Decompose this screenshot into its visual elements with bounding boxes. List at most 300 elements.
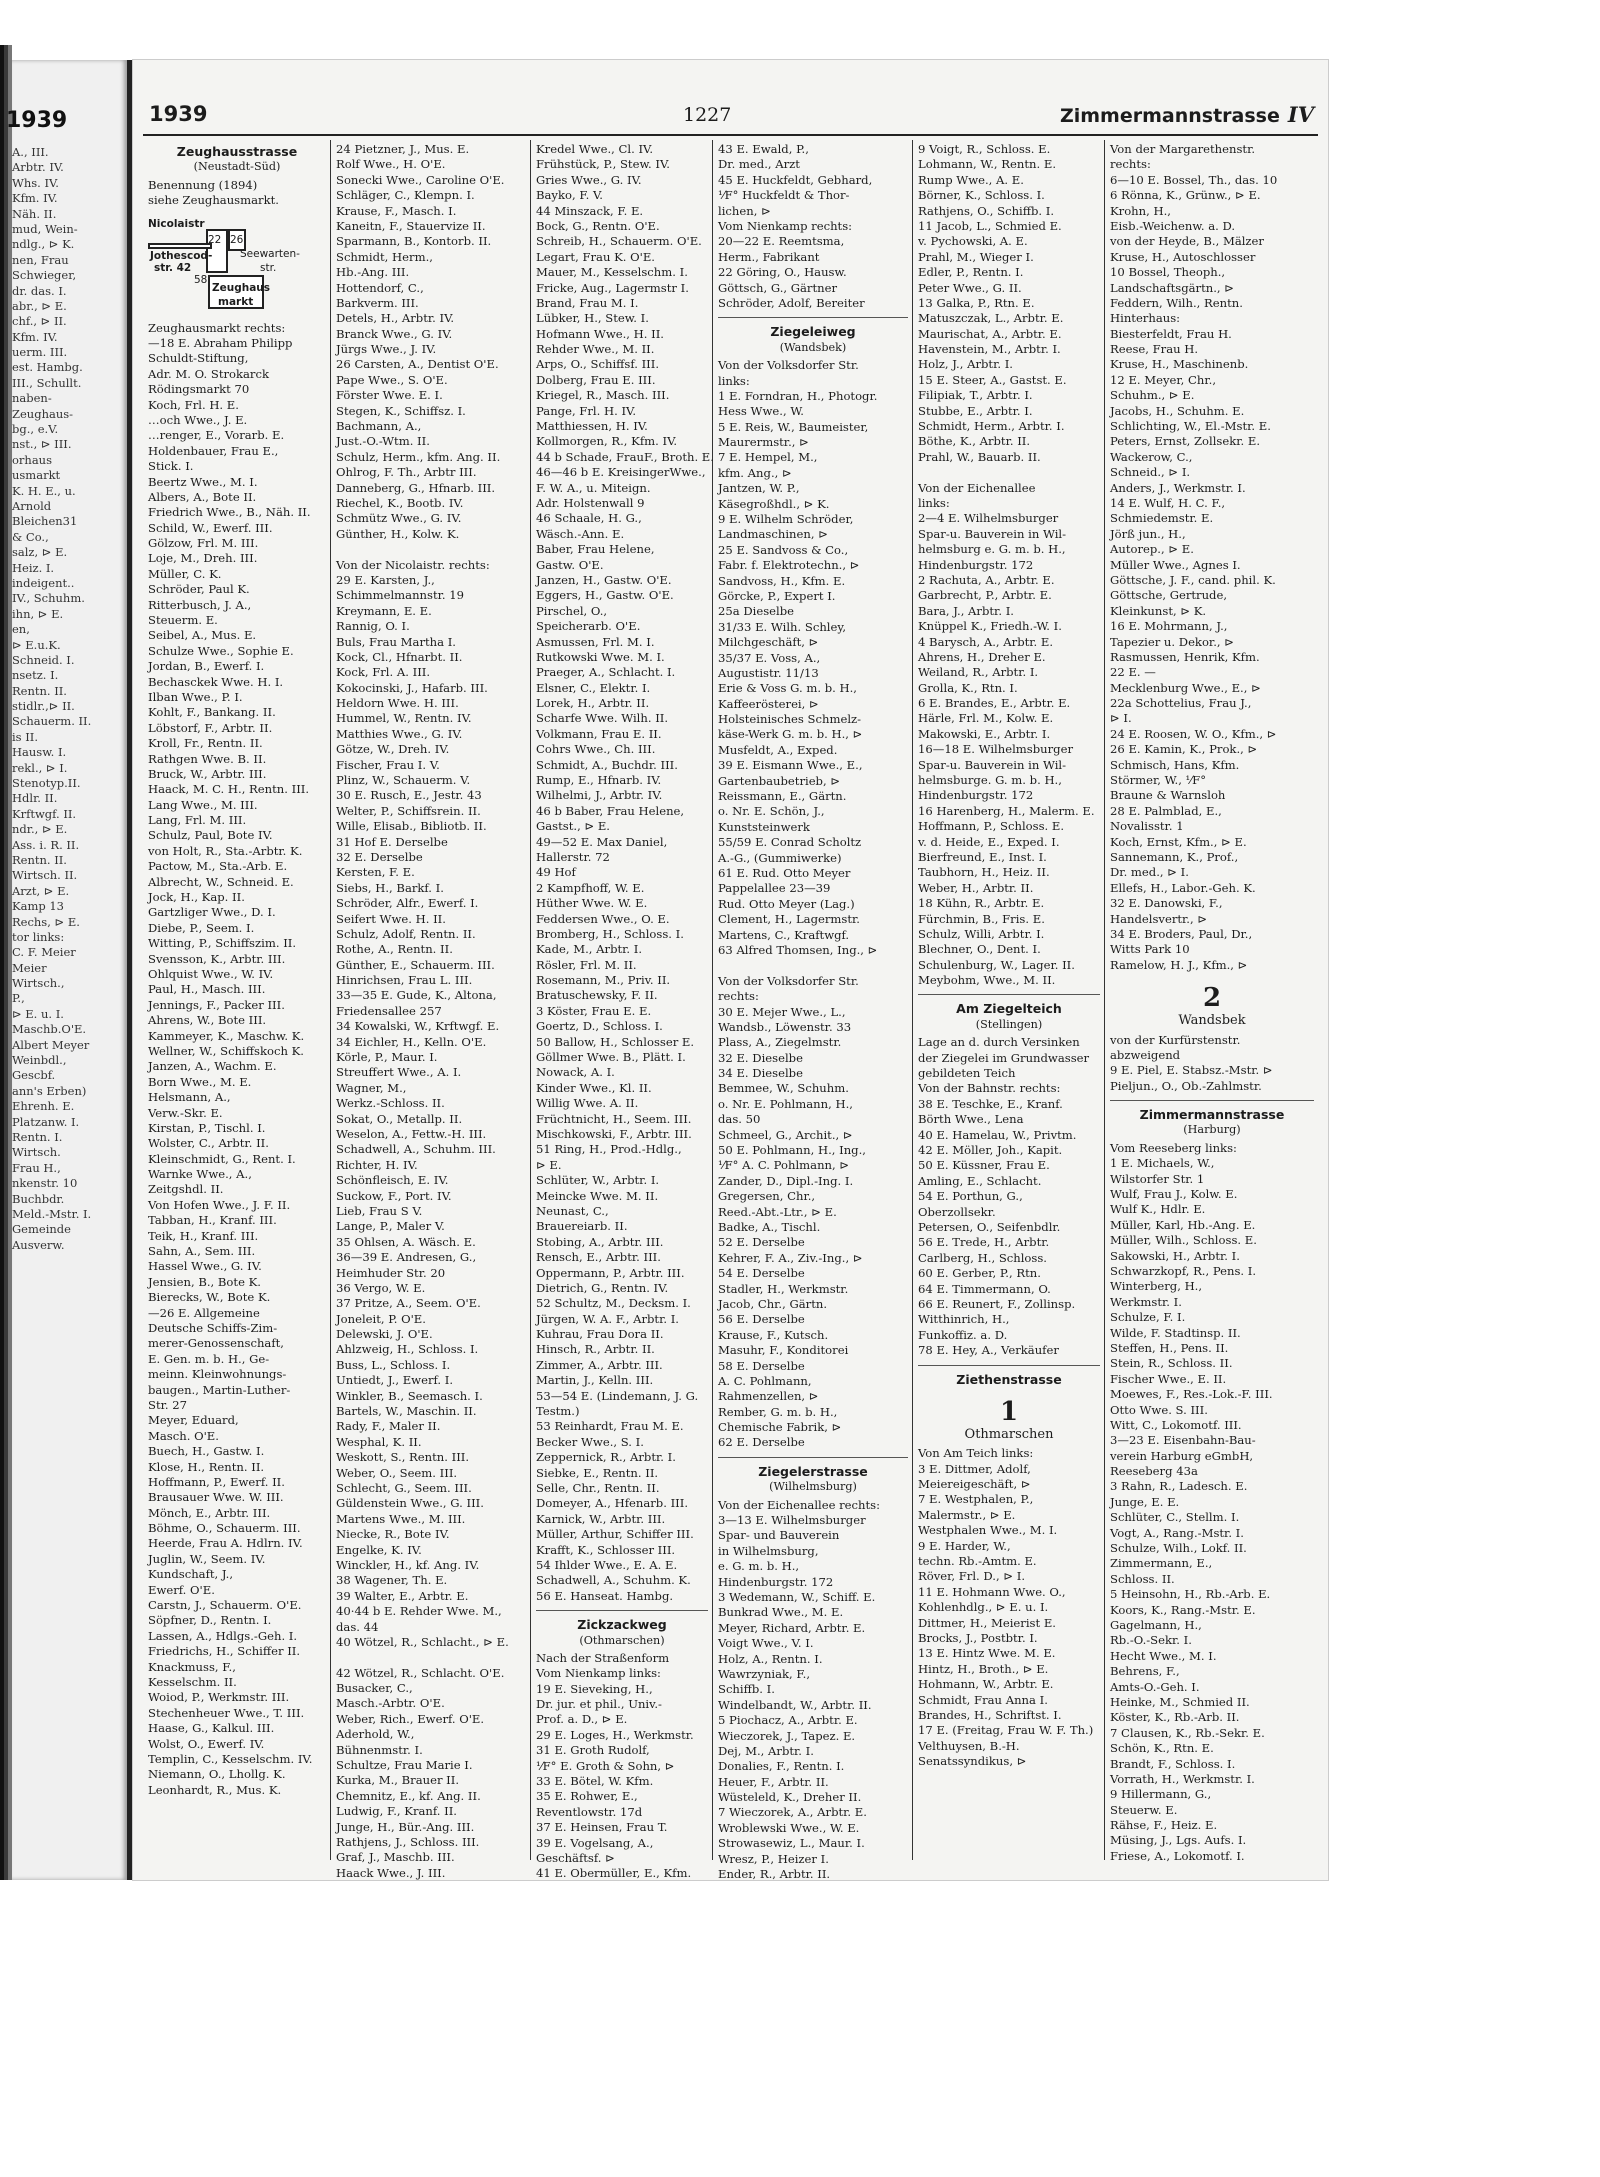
directory-entry: Meyer, Richard, Arbtr. E. xyxy=(718,1620,866,1635)
directory-entry: Seibel, A., Mus. E. xyxy=(148,628,257,643)
directory-entry: Stechenheuer Wwe., T. III. xyxy=(148,1705,305,1720)
directory-entry: Söpfner, D., Rentn. I. xyxy=(148,1613,272,1628)
directory-entry: Pange, Frl. H. IV. xyxy=(536,403,637,418)
directory-entry: 63 Alfred Thomsen, Ing., ⊳ xyxy=(718,942,878,957)
directory-entry: 9 Voigt, R., Schloss. E. xyxy=(918,142,1051,156)
directory-entry: ⊳ I. xyxy=(1110,711,1132,726)
directory-entry: Peter Wwe., G. II. xyxy=(918,280,1022,295)
directory-entry: Teik, H., Kranf. III. xyxy=(148,1228,259,1243)
directory-entry: Schulz, Herm., kfm. Ang. II. xyxy=(336,449,501,464)
directory-entry: 12 E. Meyer, Chr., xyxy=(1110,372,1217,387)
directory-entry: Ludwig, F., Kranf. II. xyxy=(336,1804,457,1819)
directory-entry: Zeppernick, R., Arbtr. I. xyxy=(536,1450,676,1465)
directory-entry: …renger, E., Vorarb. E. xyxy=(148,428,285,443)
directory-entry: Otto Wwe. S. III. xyxy=(1110,1402,1208,1417)
directory-entry: Engelke, K. IV. xyxy=(336,1542,422,1557)
directory-entry: Pirschel, O., xyxy=(536,603,608,618)
directory-entry: Wroblewski Wwe., W. E. xyxy=(718,1820,860,1835)
directory-entry xyxy=(718,958,908,973)
previous-page-line: Whs. IV. xyxy=(12,175,59,190)
directory-entry: Sandvoss, H., Kfm. E. xyxy=(718,573,846,588)
directory-entry: Barkverm. III. xyxy=(336,295,419,310)
directory-entry: Hoffmann, P., Schloss. E. xyxy=(918,819,1065,834)
directory-entry: 18 Kühn, R., Arbtr. E. xyxy=(918,896,1045,911)
previous-page-line: Wirtsch. II. xyxy=(12,868,78,883)
directory-entry: Göttsche, J. F., cand. phil. K. xyxy=(1110,572,1276,587)
volume-number: IV xyxy=(1287,102,1314,127)
directory-entry: Lassen, A., Hdlgs.-Geh. I. xyxy=(148,1628,298,1643)
directory-entry: Kruse, H., Autoschlosser xyxy=(1110,249,1256,264)
directory-entry: 55/59 E. Conrad Scholtz xyxy=(718,835,862,850)
directory-entry xyxy=(918,465,1100,480)
directory-entry: Schulz, Willi, Arbtr. I. xyxy=(918,926,1045,941)
directory-entry: Förster Wwe. E. I. xyxy=(336,388,443,403)
previous-page-line: Kamp 13 xyxy=(12,899,65,914)
directory-entry: 39 E. Vogelsang, A., xyxy=(536,1835,654,1850)
directory-entry: 7 E. Westphalen, P., xyxy=(918,1492,1034,1507)
directory-entry: Rolf Wwe., H. O'E. xyxy=(336,157,446,172)
directory-entry: 58 E. Derselbe xyxy=(718,1358,805,1373)
directory-entry: Handelsvertr., ⊳ xyxy=(1110,911,1208,926)
directory-entry: 35 Ohlsen, A. Wäsch. E. xyxy=(336,1234,476,1249)
previous-page-line: Rentn. I. xyxy=(12,1130,63,1144)
directory-entry: Amts-O.-Geh. I. xyxy=(1110,1679,1200,1694)
directory-entry: 32 E. Danowski, F., xyxy=(1110,896,1223,911)
previous-page-line: Stenotyp.II. xyxy=(12,776,81,791)
directory-entry: Meyer, Eduard, xyxy=(148,1413,239,1428)
directory-entry: Dolberg, Frau E. III. xyxy=(536,372,656,387)
directory-entry: Rensch, E., Arbtr. III. xyxy=(536,1250,661,1265)
previous-page-line: Albert Meyer xyxy=(12,1037,90,1052)
directory-entry: Bierfreund, E., Inst. I. xyxy=(918,849,1047,864)
directory-entry: Schröder, Paul K. xyxy=(148,582,250,597)
directory-entry: Martin, J., Kelln. III. xyxy=(536,1373,654,1388)
directory-entry: Willig Wwe. A. II. xyxy=(536,1096,639,1111)
directory-entry: Schlüter, C., Stellm. I. xyxy=(1110,1510,1240,1525)
directory-entry: Str. 27 xyxy=(148,1397,187,1412)
directory-entry: Carstn, J., Schauerm. O'E. xyxy=(148,1598,302,1613)
directory-entry: Steffen, H., Pens. II. xyxy=(1110,1340,1229,1355)
directory-entry: Fürchmin, B., Fris. E. xyxy=(918,911,1045,926)
directory-entry: Lang, Frl. M. III. xyxy=(148,813,247,828)
directory-entry: Heldorn Wwe. H. III. xyxy=(336,696,459,711)
directory-entry: 30 E. Rusch, E., Jestr. 43 xyxy=(336,788,482,803)
directory-entry: Rothe, A., Rentn. II. xyxy=(336,942,453,957)
directory-entry: 61 E. Rud. Otto Meyer xyxy=(718,866,851,880)
directory-entry: Hüther Wwe. W. E. xyxy=(536,896,648,911)
previous-page-line: Zeughaus- xyxy=(12,406,74,421)
previous-page-line: Arbtr. IV. xyxy=(12,160,64,175)
directory-entry: techn. Rb.-Amtm. E. xyxy=(918,1554,1037,1569)
directory-entry: ⅟F° Huckfeldt & Thor- xyxy=(718,188,850,203)
previous-page-line: Kfm. IV. xyxy=(12,329,58,344)
directory-entry: Matthies Wwe., G. IV. xyxy=(336,726,463,741)
directory-entry: Tabban, H., Kranf. III. xyxy=(148,1213,277,1228)
directory-entry: 3—13 E. Wilhelmsburger xyxy=(718,1513,866,1528)
directory-entry: Wresz, P., Heizer I. xyxy=(718,1851,829,1866)
directory-entry: 17 E. (Freitag, Frau W. F. Th.) xyxy=(918,1723,1094,1738)
directory-entry: 56 E. Derselbe xyxy=(718,1312,805,1327)
directory-entry: Friedrichs, H., Schiffer II. xyxy=(148,1644,301,1659)
previous-page-line: chf., ⊳ II. xyxy=(12,314,67,329)
map-label: 26 xyxy=(230,233,244,246)
directory-entry: Geschäftsf. ⊳ xyxy=(536,1851,615,1865)
directory-entry: das. 44 xyxy=(336,1619,379,1634)
directory-entry: Zander, D., Dipl.-Ing. I. xyxy=(718,1173,854,1188)
directory-entry: Aderhold, W., xyxy=(336,1727,415,1742)
directory-entry: Oberzollsekr. xyxy=(918,1204,996,1219)
directory-entry: Gartzliger Wwe., D. I. xyxy=(148,905,276,920)
directory-entry: Gregersen, Chr., xyxy=(718,1189,816,1204)
directory-entry: Westphalen Wwe., M. I. xyxy=(918,1523,1058,1538)
previous-page-line: ndlg., ⊳ K. xyxy=(12,237,75,252)
directory-entry: Janzen, H., Gastw. O'E. xyxy=(536,572,672,587)
directory-entry: das. 50 xyxy=(718,1112,761,1127)
directory-entry: Rathgen Wwe. B. II. xyxy=(148,751,267,766)
directory-entry: Fischer, Frau I. V. xyxy=(336,757,440,772)
directory-entry: Sahn, A., Sem. III. xyxy=(148,1244,256,1259)
previous-page-line: salz, ⊳ E. xyxy=(12,545,68,560)
directory-entry: 25a Dieselbe xyxy=(718,604,795,619)
previous-page-line: nen, Frau xyxy=(12,252,69,267)
directory-entry: Koch, Frl. H. E. xyxy=(148,397,239,412)
directory-entry: 52 E. Derselbe xyxy=(718,1235,805,1250)
directory-entry: Schimmelmannstr. 19 xyxy=(336,588,465,603)
directory-entry: Pieljun., O., Ob.-Zahlmstr. xyxy=(1110,1078,1262,1093)
previous-page-line: C. F. Meier xyxy=(12,945,76,960)
directory-entry: Rump Wwe., A. E. xyxy=(918,172,1024,187)
directory-entry: Just.-O.-Wtm. II. xyxy=(336,434,430,449)
previous-page-line: IV., Schuhm. xyxy=(12,591,85,606)
directory-entry: Krause, F., Kutsch. xyxy=(718,1327,829,1342)
directory-entry: Jacobs, H., Schuhm. E. xyxy=(1110,403,1245,418)
directory-entry: Koch, Ernst, Kfm., ⊳ E. xyxy=(1110,834,1247,849)
directory-entry: Hinsch, R., Arbtr. II. xyxy=(536,1342,655,1357)
directory-entry: Schneid., ⊳ I. xyxy=(1110,465,1191,480)
directory-entry: 49—52 E. Max Daniel, xyxy=(536,834,668,849)
district-subheading: (Harburg) xyxy=(1183,1123,1241,1137)
previous-page-line: Meier xyxy=(12,960,47,975)
directory-entry: Bühnenmstr. I. xyxy=(336,1742,423,1757)
page-year: 1939 xyxy=(149,102,208,126)
directory-entry: Paul, H., Masch. III. xyxy=(148,982,266,997)
street-heading: Ziethenstrasse xyxy=(918,1365,1100,1387)
directory-entry: Elsner, C., Elektr. I. xyxy=(536,680,651,695)
directory-entry: Pactow, M., Sta.-Arb. E. xyxy=(148,859,288,874)
directory-entry: Sannemann, K., Prof., xyxy=(1110,849,1239,864)
directory-entry: Schmidt, Frau Anna I. xyxy=(918,1692,1048,1707)
directory-entry: Dittmer, H., Meierist E. xyxy=(918,1615,1056,1630)
previous-page-line: Gemeinde xyxy=(12,1222,71,1237)
directory-entry xyxy=(336,542,526,557)
previous-page-line: Weinbdl., xyxy=(12,1053,67,1068)
column-3 xyxy=(531,140,714,1881)
directory-entry: Helsmann, A., xyxy=(148,1090,231,1105)
previous-page-line: abr., ⊳ E. xyxy=(12,298,67,313)
directory-entry: Schiffb. I. xyxy=(718,1682,775,1697)
directory-entry: 7 Wieczorek, A., Arbtr. E. xyxy=(718,1805,867,1820)
directory-entry: von Holt, R., Sta.-Arbtr. K. xyxy=(148,843,303,858)
directory-entry: Härle, Frl. M., Kolw. E. xyxy=(918,711,1054,726)
directory-entry: Asmussen, Frl. M. I. xyxy=(536,634,655,649)
directory-entry: 38 E. Teschke, E., Kranf. xyxy=(918,1096,1063,1111)
directory-entry: Schultze, Frau Marie I. xyxy=(336,1758,473,1773)
directory-entry: Lorek, H., Arbtr. II. xyxy=(536,696,650,711)
directory-entry: Steuerw. E. xyxy=(1110,1802,1178,1817)
directory-entry: Hohmann, W., Arbtr. E. xyxy=(918,1677,1054,1692)
directory-entry: Ahrens, W., Bote III. xyxy=(148,1013,267,1028)
directory-entry: Benennung (1894) xyxy=(148,177,258,192)
directory-entry: 37 Pritze, A., Seem. O'E. xyxy=(336,1296,481,1311)
directory-entry: A.-G., (Gummiwerke) xyxy=(718,850,842,865)
directory-entry: Stadler, H., Werkmstr. xyxy=(718,1281,849,1296)
directory-entry: Malermstr., ⊳ E. xyxy=(918,1507,1016,1522)
previous-page-line: Platzanw. I. xyxy=(12,1114,80,1129)
directory-entry: Testm.) xyxy=(536,1404,580,1419)
directory-entry: Eisb.-Weichenw. a. D. xyxy=(1110,218,1236,233)
directory-entry: Rosemann, M., Priv. II. xyxy=(536,973,671,988)
directory-entry: Welter, P., Schiffsrein. II. xyxy=(336,803,481,818)
directory-entry: Lübker, H., Stew. I. xyxy=(536,311,649,326)
directory-entry: Knackmuss, F., xyxy=(148,1659,236,1674)
directory-entry: Tapezier u. Dekor., ⊳ xyxy=(1110,634,1234,649)
directory-entry: Müller Wwe., Agnes I. xyxy=(1110,557,1241,572)
directory-entry: Ewerf. O'E. xyxy=(148,1582,215,1597)
directory-entry: Garbrecht, P., Arbtr. E. xyxy=(918,588,1052,603)
district-subheading: (Wandsbek) xyxy=(779,340,847,354)
directory-entry: Kaneitn, F., Stauervize II. xyxy=(336,218,486,233)
directory-entry: Müller, Wilh., Schloss. E. xyxy=(1110,1233,1257,1248)
directory-entry: Bechasckek Wwe. H. I. xyxy=(148,674,284,689)
directory-entry: 31/33 E. Wilh. Schley, xyxy=(718,619,847,634)
directory-entry: Krafft, K., Schlosser III. xyxy=(536,1542,676,1557)
directory-entry: Milchgeschäft, ⊳ xyxy=(718,635,819,650)
directory-entry: Bemmee, W., Schuhm. xyxy=(718,1081,849,1096)
directory-entry: Weber, O., Seem. III. xyxy=(336,1465,458,1480)
directory-entry: Velthuysen, B.-H. xyxy=(918,1738,1020,1753)
directory-entry: 9 E. Piel, E. Stabsz.-Mstr. ⊳ xyxy=(1110,1063,1273,1078)
directory-entry: Brandes, H., Schriftst. I. xyxy=(918,1707,1062,1722)
directory-entry: Junge, H., Bür.-Ang. III. xyxy=(336,1819,475,1834)
directory-entry: Wawrzyniak, F., xyxy=(718,1666,811,1681)
directory-entry: Müller, Arthur, Schiffer III. xyxy=(536,1527,694,1542)
directory-entry: 34 Kowalski, W., Krftwgf. E. xyxy=(336,1019,500,1034)
directory-entry: Autorep., ⊳ E. xyxy=(1110,542,1194,557)
directory-entry: 10 Bossel, Theoph., xyxy=(1110,265,1226,280)
directory-entry: Börner, K., Schloss. I. xyxy=(918,188,1045,203)
directory-entry: Sakowski, H., Arbtr. I. xyxy=(1110,1248,1240,1263)
directory-entry: Fricke, Aug., Lagermstr I. xyxy=(536,280,689,295)
district-subheading: (Othmarschen) xyxy=(579,1633,665,1647)
directory-entry: Göllmer Wwe. B., Plätt. I. xyxy=(536,1050,686,1065)
directory-entry: 16 Harenberg, H., Malerm. E. xyxy=(918,803,1095,818)
directory-entry: merer-Genossenschaft, xyxy=(148,1336,284,1351)
directory-entry: F. W. A., u. Miteign. xyxy=(536,480,651,495)
directory-entry: 9 E. Wilhelm Schröder, xyxy=(718,512,854,527)
directory-entry: Selle, Chr., Rentn. II. xyxy=(536,1480,660,1495)
directory-entry: Kade, M., Arbtr. I. xyxy=(536,942,643,957)
directory-entry: Wolst, O., Ewerf. IV. xyxy=(148,1736,265,1751)
directory-entry: Schloss. II. xyxy=(1110,1571,1175,1586)
previous-page-line: Arnold xyxy=(12,498,52,513)
directory-entry: Moewes, F., Res.-Lok.-F. III. xyxy=(1110,1387,1273,1402)
directory-entry: 11 Jacob, L., Schmied E. xyxy=(918,218,1062,233)
directory-entry: Heinke, M., Schmied II. xyxy=(1110,1694,1250,1709)
directory-entry: Leonhardt, R., Mus. K. xyxy=(148,1782,282,1797)
directory-entry: Böthe, K., Arbtr. II. xyxy=(918,434,1031,449)
previous-page-line: Kfm. IV. xyxy=(12,191,58,206)
directory-entry: Templin, C., Kesselschm. IV. xyxy=(148,1751,313,1766)
directory-entry: Augustistr. 11/13 xyxy=(718,665,819,680)
directory-entry: Behrens, F., xyxy=(1110,1664,1180,1679)
directory-entry: Wolster, C., Arbtr. II. xyxy=(148,1136,269,1151)
previous-page-line: nsetz. I. xyxy=(12,668,59,683)
directory-entry: Albrecht, W., Schneid. E. xyxy=(148,874,294,889)
directory-entry: Schulz, Adolf, Rentn. II. xyxy=(336,926,476,941)
directory-entry: Jennings, F., Packer III. xyxy=(148,997,285,1012)
directory-entry: käse-Werk G. m. b. H., ⊳ xyxy=(718,727,863,742)
directory-entry: Spar-u. Bauverein in Wil- xyxy=(918,526,1067,541)
directory-entry: Donalies, F., Rentn. I. xyxy=(718,1759,845,1774)
directory-entry: Meybohm, Wwe., M. II. xyxy=(918,973,1056,988)
directory-entry: Bruck, W., Arbtr. III. xyxy=(148,766,267,781)
directory-entry: Reventlowstr. 17d xyxy=(536,1804,643,1819)
directory-entry: Friedensallee 257 xyxy=(336,1003,442,1018)
directory-entry: Steuerm. E. xyxy=(148,613,218,628)
directory-entry: Lohmann, W., Rentn. E. xyxy=(918,157,1057,172)
directory-entry: Prahl, M., Wieger I. xyxy=(918,249,1034,264)
directory-entry: 45 E. Huckfeldt, Gebhard, xyxy=(718,172,873,187)
directory-entry: Bayko, F. V. xyxy=(536,188,603,203)
directory-entry: Hinterhaus: xyxy=(1110,311,1181,326)
directory-entry: Jürgs Wwe., J. IV. xyxy=(336,342,437,357)
directory-entry: 2 Rachuta, A., Arbtr. E. xyxy=(918,572,1055,587)
directory-entry: Kehrer, F. A., Ziv.-Ing., ⊳ xyxy=(718,1250,863,1265)
directory-entry: Weber, Rich., Ewerf. O'E. xyxy=(336,1711,485,1726)
directory-entry: Schulze, Wilh., Lokf. II. xyxy=(1110,1541,1247,1556)
directory-entry: Matthiessen, H. IV. xyxy=(536,419,648,434)
directory-entry: Becker Wwe., S. I. xyxy=(536,1434,644,1449)
directory-entry: Novalisstr. 1 xyxy=(1110,819,1184,834)
map-label: str. 42 xyxy=(154,261,192,274)
directory-entry: Masch.-Arbtr. O'E. xyxy=(336,1696,445,1711)
directory-entry: Karnick, W., Arbtr. III. xyxy=(536,1511,666,1526)
directory-entry: Schlüter, W., Arbtr. I. xyxy=(536,1173,660,1188)
directory-entry: Heerde, Frau A. Hdlrn. IV. xyxy=(148,1536,303,1551)
directory-entry: Müsing, J., Lgs. Aufs. I. xyxy=(1110,1833,1247,1848)
directory-entry: Vom Nienkamp links: xyxy=(536,1666,661,1681)
directory-entry: Kesselschm. II. xyxy=(148,1674,237,1689)
previous-page-line: Schwieger, xyxy=(12,268,77,283)
directory-entry: Kock, Cl., Hfnarbt. II. xyxy=(336,649,463,664)
directory-entry: 66 E. Reunert, F., Zollinsp. xyxy=(918,1296,1076,1311)
directory-entry: Gagelmann, H., xyxy=(1110,1617,1202,1632)
directory-entry: Weselon, A., Fettw.-H. III. xyxy=(336,1127,487,1141)
directory-entry: Röver, Frl. D., ⊳ I. xyxy=(918,1569,1026,1584)
directory-entry: Pappelallee 23—39 xyxy=(718,881,831,896)
directory-entry: Juglin, W., Seem. IV. xyxy=(148,1551,266,1566)
directory-entry: Vorrath, H., Werkmstr. I. xyxy=(1110,1771,1255,1786)
directory-entry: Schmisch, Hans, Kfm. xyxy=(1110,757,1240,772)
directory-entry: Reissmann, E., Gärtn. xyxy=(718,789,847,804)
directory-entry: Voigt Wwe., V. I. xyxy=(718,1636,814,1651)
previous-page-line: orhaus xyxy=(12,452,52,467)
directory-entry: Hoffmann, P., Ewerf. II. xyxy=(148,1474,285,1489)
previous-page-line: rekl., ⊳ I. xyxy=(12,760,68,775)
directory-entry: Ohlquist Wwe., W. IV. xyxy=(148,967,274,981)
directory-entry: Hindenburgstr. 172 xyxy=(918,788,1034,803)
directory-entry: Haack, M. C. H., Rentn. III. xyxy=(148,782,310,797)
directory-entry: Nowack, A. I. xyxy=(536,1065,615,1080)
directory-entry: Brauereiarb. II. xyxy=(536,1219,628,1234)
directory-entry: Martens Wwe., M. III. xyxy=(336,1511,466,1526)
directory-entry: 53 Reinhardt, Frau M. E. xyxy=(536,1419,684,1434)
directory-entry: Stein, R., Schloss. II. xyxy=(1110,1356,1233,1371)
directory-entry: Schmidt, A., Buchdr. III. xyxy=(536,757,678,772)
directory-entry: Schuhm., ⊳ E. xyxy=(1110,388,1195,403)
directory-entry: 26 E. Kamin, K., Prok., ⊳ xyxy=(1110,742,1258,757)
previous-page-line: ann's Erben) xyxy=(12,1083,87,1098)
directory-entry: Bierecks, W., Bote K. xyxy=(148,1290,271,1305)
directory-entry: 9 Hillermann, G., xyxy=(1110,1787,1212,1802)
directory-entry: 34 Eichler, H., Kelln. O'E. xyxy=(336,1034,487,1049)
directory-entry: Witting, P., Schiffszim. II. xyxy=(148,936,297,951)
previous-page-line: Rentn. II. xyxy=(12,683,67,698)
directory-entry: Prof. a. D., ⊳ E. xyxy=(536,1712,628,1727)
directory-entry: Masuhr, F., Konditorei xyxy=(718,1343,849,1358)
directory-entry: 53—54 E. (Lindemann, J. G. xyxy=(536,1388,699,1403)
directory-entry: 50 E. Küssner, Frau E. xyxy=(918,1158,1050,1173)
directory-entry: 39 Walter, E., Arbtr. E. xyxy=(336,1588,469,1603)
directory-entry: Knüppel K., Friedh.-W. I. xyxy=(918,619,1062,634)
directory-entry: 14 E. Wulf, H. C. F., xyxy=(1110,495,1226,510)
directory-entry: lichen, ⊳ xyxy=(718,203,771,218)
directory-entry: Pape Wwe., S. O'E. xyxy=(336,372,448,387)
directory-entry: —18 E. Abraham Philipp xyxy=(148,335,293,350)
previous-page-line: Buchbdr. xyxy=(12,1191,65,1206)
street-heading: Am Ziegelteich xyxy=(918,994,1100,1016)
directory-entry: Janzen, A., Wachm. E. xyxy=(148,1059,277,1074)
directory-entry: e. G. m. b. H., xyxy=(718,1559,800,1574)
directory-entry: Güldenstein Wwe., G. III. xyxy=(336,1496,484,1511)
directory-entry: Maurischat, A., Arbtr. E. xyxy=(918,326,1062,341)
directory-entry: Von Hofen Wwe., J. F. II. xyxy=(148,1197,291,1212)
previous-page-line: Frau H., xyxy=(12,1160,61,1175)
directory-entry: 34 E. Dieselbe xyxy=(718,1066,803,1081)
street-heading: Zickzackweg xyxy=(536,1610,708,1632)
directory-entry: Adr. M. O. Strokarck xyxy=(148,366,269,381)
directory-entry: —26 E. Allgemeine xyxy=(148,1305,260,1320)
directory-entry: Brausauer Wwe. W. III. xyxy=(148,1490,284,1505)
directory-entry: Lieb, Frau S V. xyxy=(336,1203,423,1218)
directory-entry: 7 Clausen, K., Rb.-Sekr. E. xyxy=(1110,1725,1265,1740)
directory-entry: Hb.-Ang. III. xyxy=(336,265,410,280)
directory-entry: Vogt, A., Rang.-Mstr. I. xyxy=(1110,1525,1244,1540)
column-4 xyxy=(713,140,913,1882)
directory-entry: 40 E. Hamelau, W., Privtm. xyxy=(918,1127,1077,1142)
directory-entry: Feddern, Wilh., Rentn. xyxy=(1110,295,1243,310)
directory-entry: 4 Barysch, A., Arbtr. E. xyxy=(918,634,1054,649)
directory-entry: Klose, H., Rentn. II. xyxy=(148,1459,265,1474)
directory-entry: Körle, P., Maur. I. xyxy=(336,1050,438,1065)
previous-page-line: nkenstr. 10 xyxy=(12,1176,78,1191)
directory-entry: baugen., Martin-Luther- xyxy=(148,1382,291,1397)
directory-entry: Warnke Wwe., A., xyxy=(148,1167,252,1182)
directory-entry: Ellefs, H., Labor.-Geh. K. xyxy=(1110,880,1256,895)
directory-entry: Schadwell, A., Schuhm. III. xyxy=(336,1142,496,1157)
directory-entry: Landschaftsgärtn., ⊳ xyxy=(1110,280,1234,295)
directory-entry: o. Nr. E. Pohlmann, H., xyxy=(718,1096,853,1111)
